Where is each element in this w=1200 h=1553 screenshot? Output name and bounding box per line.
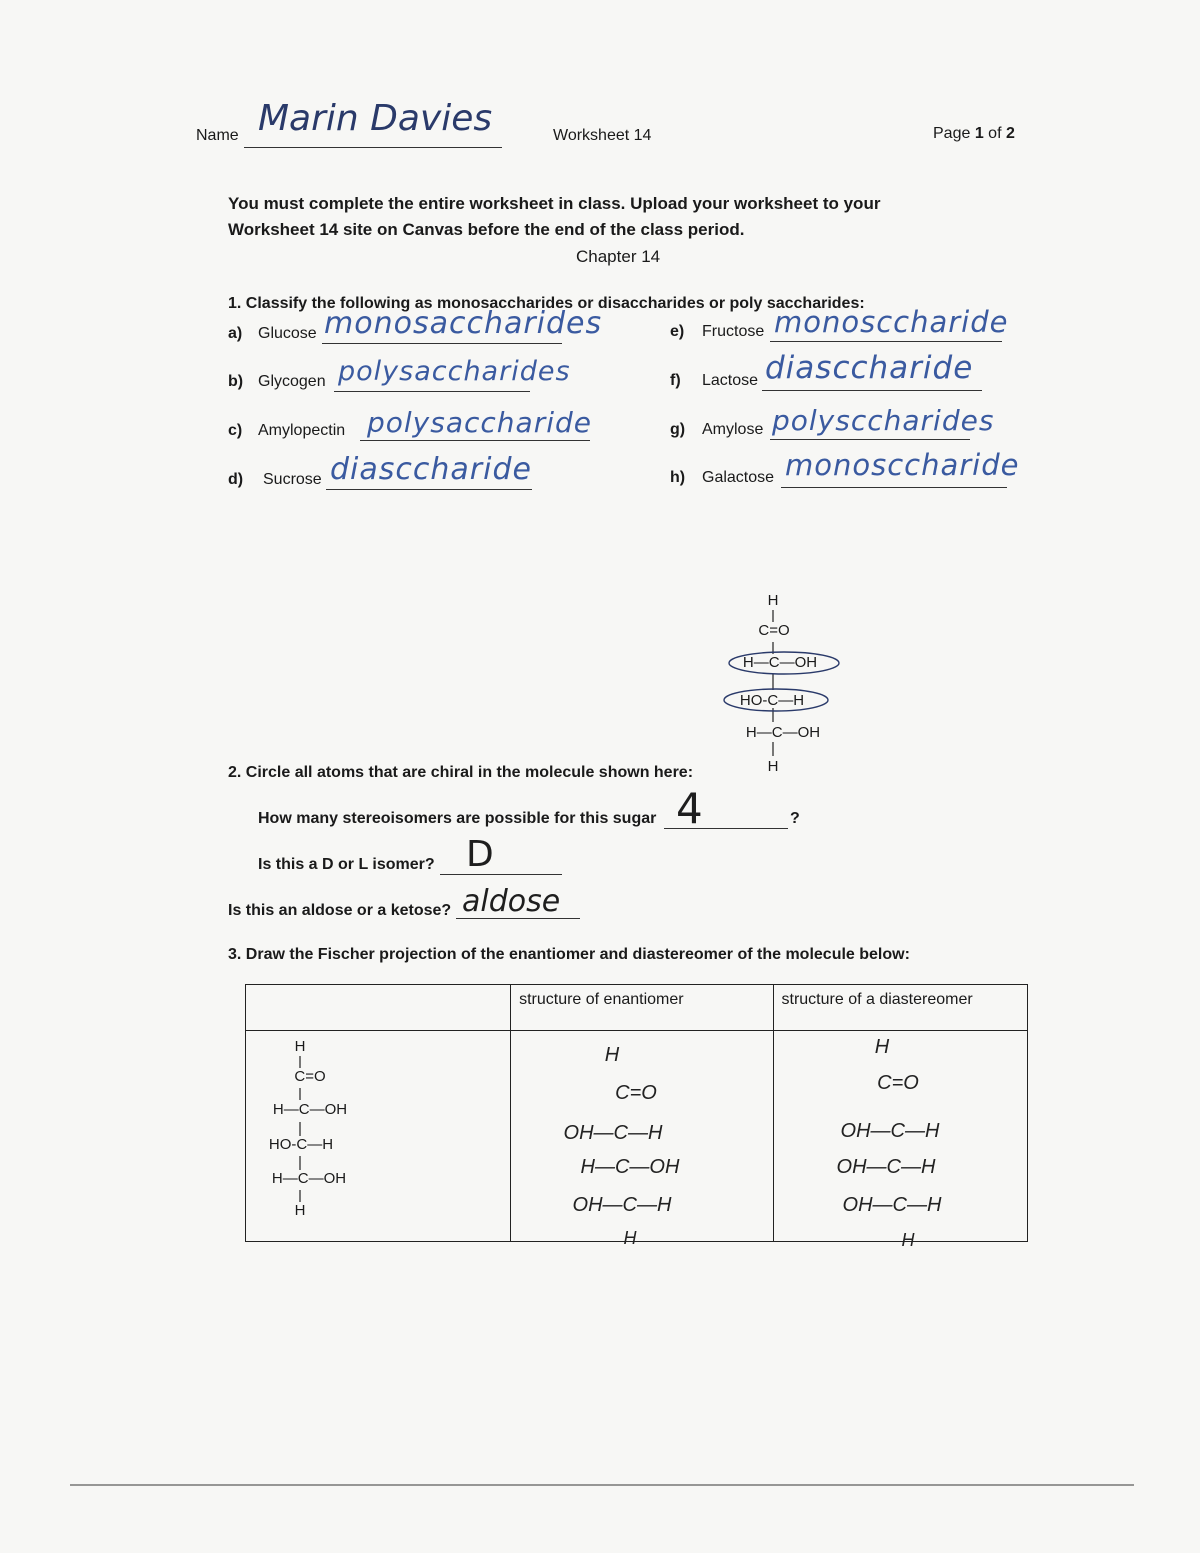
q1-prompt: 1. Classify the following as monosaccharides or disaccharides or poly saccharides: (228, 295, 865, 312)
q3-dia-top-h: H (874, 1036, 890, 1058)
q1-blank-c (360, 440, 590, 441)
q3-orig-c3: HO-C—H (268, 1136, 334, 1153)
name-label: Name (196, 127, 239, 144)
q3-col-enantiomer-label: structure of enantiomer (519, 991, 684, 1008)
q2-mol-bonds (720, 600, 850, 770)
q3-orig-bonds (290, 1050, 320, 1210)
q1-label-amylose: Amylose (702, 421, 764, 438)
q1-letter-a: a) (228, 325, 243, 342)
q3-dia-carbonyl: C=O (877, 1072, 919, 1094)
q2-stereo-qmark: ? (790, 810, 800, 827)
q3-enant-c3: H—C—OH (580, 1156, 680, 1178)
scan-edge-line (70, 1484, 1134, 1486)
q1-letter-e: e) (670, 323, 685, 340)
q1-label-sucrose: Sucrose (263, 471, 322, 488)
q3-dia-c2: OH—C—H (840, 1120, 940, 1142)
q1-label-amylopectin: Amylopectin (258, 422, 346, 439)
q3-enant-top-h: H (604, 1044, 620, 1066)
q3-orig-bottom-h: H (294, 1202, 306, 1219)
q3-orig-carbonyl: C=O (294, 1068, 326, 1085)
q2-mol-c4: H—C—OH (745, 724, 821, 741)
q1-letter-h: h) (670, 469, 686, 486)
q1-answer-a: monosaccharides (324, 306, 603, 341)
chapter-title: Chapter 14 (576, 247, 661, 266)
q1-letter-c: c) (228, 422, 243, 439)
q1-answer-d: diasccharide (330, 452, 532, 487)
q1-answer-f: diasccharide (765, 350, 974, 386)
q3-prompt: 3. Draw the Fischer projection of the enantiomer and diastereomer of the molecule below: (228, 946, 910, 963)
q2-mol-bottom-h: H (767, 758, 779, 775)
q1-label-galactose: Galactose (702, 469, 775, 486)
q1-answer-g: polysccharides (772, 404, 995, 437)
q3-col-diastereomer-label: structure of a diastereomer (781, 991, 973, 1008)
q1-answer-e: monosccharide (774, 305, 1009, 339)
name-underline (244, 147, 502, 148)
q1-blank-h (781, 487, 1007, 488)
q3-enant-c4: OH—C—H (572, 1194, 672, 1216)
instructions-line-2: Worksheet 14 site on Canvas before the end of the class period. (228, 220, 745, 239)
worksheet-label: Worksheet 14 (553, 127, 652, 144)
q1-answer-b: polysaccharides (338, 356, 571, 387)
q1-label-glucose: Glucose (258, 325, 317, 342)
q2-mol-c2: H—C—OH (742, 654, 818, 671)
q3-header-empty (246, 985, 511, 1031)
q2-chiral-circle-2 (724, 689, 828, 711)
q2-stereo-answer: 4 (676, 784, 703, 833)
q1-blank-f (762, 390, 982, 391)
q2-mol-top-h: H (767, 592, 779, 609)
q1-letter-b: b) (228, 373, 244, 390)
q2-prompt: 2. Circle all atoms that are chiral in the molecule shown here: (228, 764, 694, 781)
q1-blank-a (322, 343, 562, 344)
q3-orig-c2: H—C—OH (272, 1101, 348, 1118)
q1-blank-g (770, 439, 970, 440)
q2-stereo-question: How many stereoisomers are possible for this sugar (258, 810, 657, 827)
q2-mol-carbonyl: C=O (758, 622, 790, 639)
q1-blank-b (334, 391, 530, 392)
q3-enant-bottom-h: H (623, 1228, 637, 1248)
q2-dl-blank (440, 874, 562, 875)
instructions-line-1: You must complete the entire worksheet in class. Upload your worksheet to your (228, 194, 881, 213)
q2-aldose-answer: aldose (462, 884, 561, 919)
q3-orig-top-h: H (294, 1038, 306, 1055)
q1-answer-h: monosccharide (785, 448, 1020, 482)
q3-orig-c4: H—C—OH (271, 1170, 347, 1187)
q3-dia-bottom-h: H (901, 1230, 915, 1250)
q2-chiral-circle-1 (729, 652, 839, 674)
q3-dia-c4: OH—C—H (842, 1194, 942, 1216)
q2-aldose-question: Is this an aldose or a ketose? (228, 902, 452, 919)
q1-label-fructose: Fructose (702, 323, 765, 340)
q1-letter-d: d) (228, 471, 244, 488)
q3-dia-c3: OH—C—H (836, 1156, 936, 1178)
q3-header-enantiomer (511, 985, 773, 1031)
q2-dl-question: Is this a D or L isomer? (258, 856, 435, 873)
q1-blank-e (770, 341, 1002, 342)
name-handwritten: Marin Davies (258, 98, 493, 139)
q1-label-glycogen: Glycogen (258, 373, 326, 390)
q1-answer-c: polysaccharide (367, 406, 592, 439)
q2-dl-answer: D (466, 834, 494, 875)
page-indicator: Page 1 of 2 (933, 125, 1015, 142)
q3-enant-c2: OH—C—H (563, 1122, 663, 1144)
q1-letter-g: g) (670, 421, 686, 438)
q1-letter-f: f) (670, 372, 681, 389)
q3-enant-carbonyl: C=O (615, 1082, 657, 1104)
q3-header-diastereomer (773, 985, 1028, 1031)
q1-label-lactose: Lactose (702, 372, 759, 389)
q2-mol-c3: HO-C—H (739, 692, 805, 709)
q1-blank-d (326, 489, 532, 490)
